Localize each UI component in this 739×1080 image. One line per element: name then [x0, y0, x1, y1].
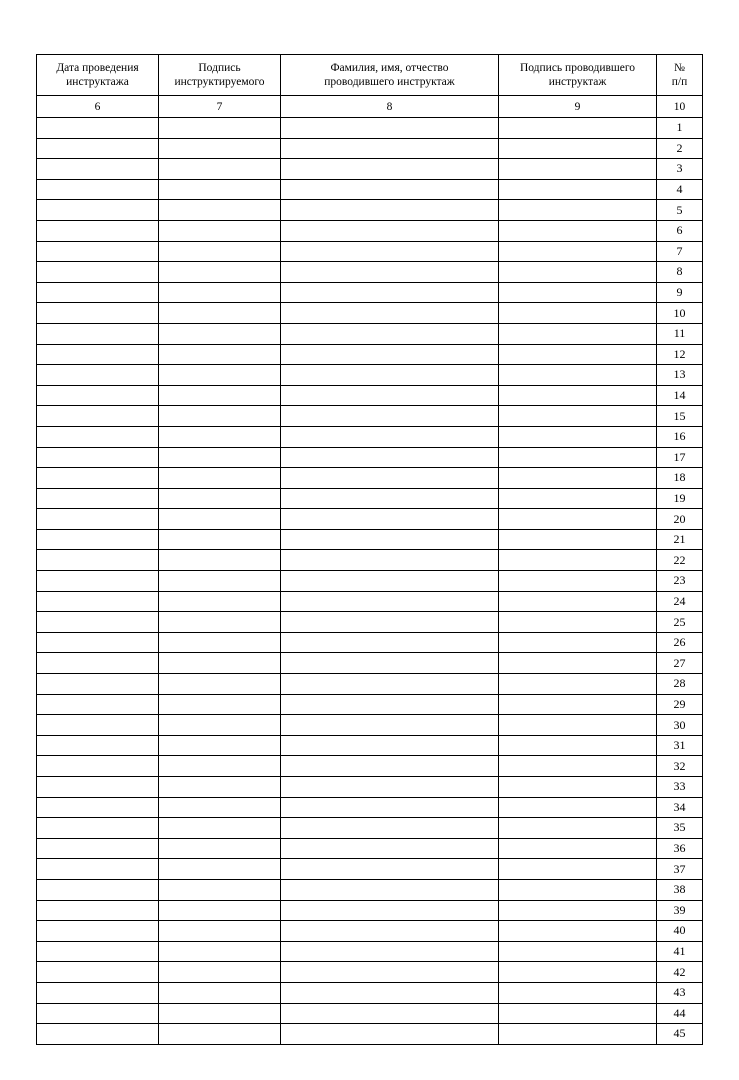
table-cell[interactable]: [499, 941, 657, 962]
row-number-cell: 22: [657, 550, 703, 571]
table-cell[interactable]: [159, 797, 281, 818]
row-number-cell: 21: [657, 529, 703, 550]
table-cell[interactable]: [499, 323, 657, 344]
table-row: [37, 529, 703, 550]
table-cell[interactable]: [37, 838, 159, 859]
table-cell[interactable]: [159, 220, 281, 241]
column-header-row-number-line1: №: [674, 61, 685, 74]
table-row: [37, 179, 703, 200]
table-cell[interactable]: [37, 756, 159, 777]
table-cell[interactable]: [37, 571, 159, 592]
table-cell[interactable]: [159, 756, 281, 777]
row-number-cell: 2: [657, 138, 703, 159]
table-cell[interactable]: [281, 879, 499, 900]
row-number-cell: 12: [657, 344, 703, 365]
table-cell[interactable]: [159, 653, 281, 674]
table-cell[interactable]: [159, 735, 281, 756]
table-cell[interactable]: [281, 488, 499, 509]
row-number-cell: 15: [657, 406, 703, 427]
table-cell[interactable]: [159, 159, 281, 180]
table-cell[interactable]: [281, 777, 499, 798]
table-cell[interactable]: [281, 365, 499, 386]
table-cell[interactable]: [499, 118, 657, 139]
table-cell[interactable]: [281, 303, 499, 324]
table-cell[interactable]: [159, 571, 281, 592]
table-cell[interactable]: [281, 509, 499, 530]
table-cell[interactable]: [159, 818, 281, 839]
table-cell[interactable]: [499, 262, 657, 283]
table-cell[interactable]: [281, 426, 499, 447]
table-cell[interactable]: [159, 694, 281, 715]
table-row: [37, 838, 703, 859]
table-body: [37, 118, 703, 1045]
table-cell[interactable]: [499, 921, 657, 942]
table-cell[interactable]: [281, 344, 499, 365]
table-cell[interactable]: [37, 653, 159, 674]
table-cell[interactable]: [37, 818, 159, 839]
table-cell[interactable]: [281, 406, 499, 427]
table-cell[interactable]: [37, 426, 159, 447]
table-cell[interactable]: [37, 365, 159, 386]
table-cell[interactable]: [499, 715, 657, 736]
row-number-cell: 16: [657, 426, 703, 447]
row-number-cell: 30: [657, 715, 703, 736]
table-cell[interactable]: [499, 344, 657, 365]
row-number-cell: 45: [657, 1024, 703, 1045]
table-cell[interactable]: [37, 344, 159, 365]
table-row: [37, 879, 703, 900]
table-cell[interactable]: [499, 797, 657, 818]
table-cell[interactable]: [499, 529, 657, 550]
table-cell[interactable]: [499, 282, 657, 303]
column-header-instructor-signature-line1: Подпись проводившего: [519, 61, 636, 74]
log-sheet: [36, 54, 702, 1045]
table-cell[interactable]: [159, 550, 281, 571]
table-row: [37, 859, 703, 880]
table-cell[interactable]: [281, 962, 499, 983]
table-row: [37, 591, 703, 612]
table-cell[interactable]: [499, 1003, 657, 1024]
table-cell[interactable]: [281, 1024, 499, 1045]
table-cell[interactable]: [281, 982, 499, 1003]
instruction-log-table: [36, 54, 703, 1045]
table-cell[interactable]: [159, 529, 281, 550]
table-cell[interactable]: [499, 879, 657, 900]
row-number-cell: 43: [657, 982, 703, 1003]
table-cell[interactable]: [37, 859, 159, 880]
table-cell[interactable]: [499, 818, 657, 839]
table-cell[interactable]: [37, 241, 159, 262]
column-header-date-line2: инструктажа: [66, 76, 129, 88]
row-number-cell: 28: [657, 674, 703, 695]
table-row: [37, 447, 703, 468]
table-cell[interactable]: [37, 900, 159, 921]
table-row: [37, 488, 703, 509]
column-header-date: [37, 55, 159, 96]
row-number-cell: 7: [657, 241, 703, 262]
row-number-cell: 40: [657, 921, 703, 942]
row-number-cell: 38: [657, 879, 703, 900]
column-header-row-number-line2: п/п: [671, 76, 688, 88]
table-cell[interactable]: [499, 694, 657, 715]
table-cell[interactable]: [37, 1024, 159, 1045]
table-cell[interactable]: [499, 550, 657, 571]
table-cell[interactable]: [37, 941, 159, 962]
row-number-cell: 9: [657, 282, 703, 303]
table-cell[interactable]: [159, 715, 281, 736]
table-cell[interactable]: [499, 591, 657, 612]
table-cell[interactable]: [499, 179, 657, 200]
table-row: [37, 303, 703, 324]
column-header-row-number: [657, 55, 703, 96]
table-row: [37, 426, 703, 447]
table-cell[interactable]: [37, 303, 159, 324]
table-cell[interactable]: [37, 323, 159, 344]
table-cell[interactable]: [281, 715, 499, 736]
table-cell[interactable]: [499, 838, 657, 859]
table-cell[interactable]: [281, 550, 499, 571]
table-cell[interactable]: [499, 447, 657, 468]
table-cell[interactable]: [499, 962, 657, 983]
table-row: [37, 694, 703, 715]
table-row: [37, 818, 703, 839]
table-cell[interactable]: [281, 138, 499, 159]
table-row: [37, 344, 703, 365]
table-cell[interactable]: [159, 900, 281, 921]
table-cell[interactable]: [499, 138, 657, 159]
table-cell[interactable]: [281, 612, 499, 633]
table-cell[interactable]: [159, 838, 281, 859]
table-row: [37, 282, 703, 303]
table-cell[interactable]: [159, 344, 281, 365]
table-cell[interactable]: [499, 303, 657, 324]
table-row: [37, 756, 703, 777]
table-cell[interactable]: [37, 385, 159, 406]
table-cell[interactable]: [281, 1003, 499, 1024]
row-number-cell: 36: [657, 838, 703, 859]
table-cell[interactable]: [281, 859, 499, 880]
column-header-instructor-name: [281, 55, 499, 96]
table-row: [37, 653, 703, 674]
table-cell[interactable]: [37, 694, 159, 715]
table-cell[interactable]: [37, 179, 159, 200]
table-cell[interactable]: [499, 674, 657, 695]
table-row: [37, 777, 703, 798]
table-row: [37, 118, 703, 139]
table-cell[interactable]: [281, 118, 499, 139]
table-row: [37, 159, 703, 180]
table-cell[interactable]: [37, 735, 159, 756]
table-cell[interactable]: [281, 468, 499, 489]
table-cell[interactable]: [499, 735, 657, 756]
table-row: [37, 797, 703, 818]
table-cell[interactable]: [281, 694, 499, 715]
table-row: [37, 612, 703, 633]
table-cell[interactable]: [281, 241, 499, 262]
table-cell[interactable]: [281, 529, 499, 550]
table-row: [37, 674, 703, 695]
column-header-instructor-name-line2: проводившего инструктаж: [324, 76, 455, 88]
table-cell[interactable]: [281, 159, 499, 180]
table-row: [37, 735, 703, 756]
table-cell[interactable]: [499, 859, 657, 880]
table-cell[interactable]: [37, 1003, 159, 1024]
row-number-cell: 4: [657, 179, 703, 200]
table-cell[interactable]: [37, 879, 159, 900]
column-number-row: [37, 96, 703, 118]
column-header-signature-instructed: [159, 55, 281, 96]
table-cell[interactable]: [37, 447, 159, 468]
table-cell[interactable]: [499, 632, 657, 653]
row-number-cell: 10: [657, 303, 703, 324]
table-cell[interactable]: [37, 138, 159, 159]
table-row: [37, 220, 703, 241]
table-row: [37, 200, 703, 221]
table-cell[interactable]: [159, 406, 281, 427]
table-cell[interactable]: [499, 488, 657, 509]
column-header-signature-instructed-line1: Подпись: [198, 61, 241, 74]
row-number-cell: 11: [657, 323, 703, 344]
table-cell[interactable]: [281, 571, 499, 592]
table-cell[interactable]: [281, 385, 499, 406]
table-row: [37, 941, 703, 962]
table-cell[interactable]: [37, 509, 159, 530]
row-number-cell: 14: [657, 385, 703, 406]
table-cell[interactable]: [281, 735, 499, 756]
row-number-cell: 35: [657, 818, 703, 839]
row-number-cell: 17: [657, 447, 703, 468]
table-header: [37, 55, 703, 118]
column-header-instructor-signature: [499, 55, 657, 96]
table-cell[interactable]: [499, 982, 657, 1003]
row-number-cell: 19: [657, 488, 703, 509]
table-cell[interactable]: [37, 962, 159, 983]
row-number-cell: 18: [657, 468, 703, 489]
table-cell[interactable]: [159, 879, 281, 900]
table-row: [37, 921, 703, 942]
table-row: [37, 571, 703, 592]
table-cell[interactable]: [499, 241, 657, 262]
table-cell[interactable]: [159, 385, 281, 406]
table-row: [37, 406, 703, 427]
table-row: [37, 365, 703, 386]
column-number-8: 8: [281, 96, 499, 118]
table-cell[interactable]: [37, 797, 159, 818]
table-row: [37, 1024, 703, 1045]
table-cell[interactable]: [159, 632, 281, 653]
table-cell[interactable]: [281, 921, 499, 942]
row-number-cell: 5: [657, 200, 703, 221]
table-row: [37, 468, 703, 489]
table-cell[interactable]: [499, 777, 657, 798]
row-number-cell: 13: [657, 365, 703, 386]
table-cell[interactable]: [159, 591, 281, 612]
table-cell[interactable]: [37, 488, 159, 509]
table-cell[interactable]: [499, 468, 657, 489]
row-number-cell: 23: [657, 571, 703, 592]
row-number-cell: 39: [657, 900, 703, 921]
row-number-cell: 29: [657, 694, 703, 715]
table-cell[interactable]: [37, 550, 159, 571]
table-cell[interactable]: [159, 982, 281, 1003]
table-cell[interactable]: [37, 591, 159, 612]
table-row: [37, 323, 703, 344]
table-cell[interactable]: [37, 262, 159, 283]
table-cell[interactable]: [37, 220, 159, 241]
column-number-9: 9: [499, 96, 657, 118]
row-number-cell: 26: [657, 632, 703, 653]
row-number-cell: 1: [657, 118, 703, 139]
table-cell[interactable]: [281, 447, 499, 468]
table-cell[interactable]: [159, 262, 281, 283]
table-cell[interactable]: [159, 488, 281, 509]
table-cell[interactable]: [281, 900, 499, 921]
table-cell[interactable]: [499, 426, 657, 447]
table-cell[interactable]: [499, 200, 657, 221]
table-cell[interactable]: [499, 385, 657, 406]
row-number-cell: 27: [657, 653, 703, 674]
row-number-cell: 6: [657, 220, 703, 241]
table-cell[interactable]: [159, 426, 281, 447]
table-cell[interactable]: [159, 241, 281, 262]
table-cell[interactable]: [159, 777, 281, 798]
table-row: [37, 1003, 703, 1024]
row-number-cell: 34: [657, 797, 703, 818]
table-cell[interactable]: [281, 323, 499, 344]
row-number-cell: 25: [657, 612, 703, 633]
table-cell[interactable]: [281, 797, 499, 818]
header-row: [37, 55, 703, 96]
table-cell[interactable]: [499, 406, 657, 427]
table-row: [37, 509, 703, 530]
table-row: [37, 900, 703, 921]
table-cell[interactable]: [37, 715, 159, 736]
table-cell[interactable]: [37, 468, 159, 489]
column-number-7: 7: [159, 96, 281, 118]
table-cell[interactable]: [37, 200, 159, 221]
table-cell[interactable]: [37, 282, 159, 303]
row-number-cell: 20: [657, 509, 703, 530]
table-cell[interactable]: [37, 612, 159, 633]
table-cell[interactable]: [159, 674, 281, 695]
table-cell[interactable]: [281, 179, 499, 200]
table-cell[interactable]: [37, 674, 159, 695]
table-cell[interactable]: [159, 962, 281, 983]
table-cell[interactable]: [281, 653, 499, 674]
table-cell[interactable]: [281, 632, 499, 653]
table-cell[interactable]: [499, 756, 657, 777]
table-row: [37, 550, 703, 571]
table-cell[interactable]: [499, 509, 657, 530]
table-cell[interactable]: [159, 200, 281, 221]
table-cell[interactable]: [281, 838, 499, 859]
column-header-instructor-name-line1: Фамилия, имя, отчество: [330, 61, 449, 74]
table-cell[interactable]: [159, 509, 281, 530]
row-number-cell: 24: [657, 591, 703, 612]
table-cell[interactable]: [37, 632, 159, 653]
table-cell[interactable]: [499, 571, 657, 592]
column-header-signature-instructed-line2: инструктируемого: [174, 76, 265, 88]
table-cell[interactable]: [499, 365, 657, 386]
table-row: [37, 982, 703, 1003]
table-cell[interactable]: [499, 653, 657, 674]
table-cell[interactable]: [159, 323, 281, 344]
column-header-date-line1: Дата проведения: [56, 61, 139, 74]
table-cell[interactable]: [499, 159, 657, 180]
column-number-10: 10: [657, 96, 703, 118]
table-cell[interactable]: [159, 921, 281, 942]
column-number-6: 6: [37, 96, 159, 118]
row-number-cell: 31: [657, 735, 703, 756]
row-number-cell: 8: [657, 262, 703, 283]
table-cell[interactable]: [281, 818, 499, 839]
table-row: [37, 962, 703, 983]
table-cell[interactable]: [159, 365, 281, 386]
column-header-instructor-signature-line2: инструктаж: [548, 76, 607, 88]
row-number-cell: 41: [657, 941, 703, 962]
table-cell[interactable]: [281, 282, 499, 303]
table-cell[interactable]: [37, 777, 159, 798]
table-cell[interactable]: [281, 941, 499, 962]
row-number-cell: 32: [657, 756, 703, 777]
row-number-cell: 33: [657, 777, 703, 798]
table-cell[interactable]: [159, 179, 281, 200]
table-cell[interactable]: [37, 159, 159, 180]
table-cell[interactable]: [281, 220, 499, 241]
table-cell[interactable]: [159, 468, 281, 489]
table-cell[interactable]: [159, 447, 281, 468]
row-number-cell: 37: [657, 859, 703, 880]
table-cell[interactable]: [159, 941, 281, 962]
table-cell[interactable]: [281, 262, 499, 283]
table-cell[interactable]: [37, 921, 159, 942]
table-row: [37, 262, 703, 283]
table-cell[interactable]: [281, 591, 499, 612]
table-cell[interactable]: [499, 612, 657, 633]
table-cell[interactable]: [37, 118, 159, 139]
table-cell[interactable]: [281, 674, 499, 695]
table-cell[interactable]: [159, 118, 281, 139]
table-cell[interactable]: [159, 612, 281, 633]
table-row: [37, 632, 703, 653]
table-cell[interactable]: [159, 859, 281, 880]
table-cell[interactable]: [281, 756, 499, 777]
table-cell[interactable]: [37, 529, 159, 550]
table-cell[interactable]: [159, 1024, 281, 1045]
table-cell[interactable]: [499, 900, 657, 921]
table-cell[interactable]: [499, 1024, 657, 1045]
table-cell[interactable]: [499, 220, 657, 241]
row-number-cell: 44: [657, 1003, 703, 1024]
table-row: [37, 715, 703, 736]
table-row: [37, 241, 703, 262]
row-number-cell: 3: [657, 159, 703, 180]
table-cell[interactable]: [159, 282, 281, 303]
table-cell[interactable]: [159, 303, 281, 324]
table-row: [37, 385, 703, 406]
table-cell[interactable]: [159, 1003, 281, 1024]
table-cell[interactable]: [37, 982, 159, 1003]
table-cell[interactable]: [159, 138, 281, 159]
table-cell[interactable]: [281, 200, 499, 221]
row-number-cell: 42: [657, 962, 703, 983]
table-cell[interactable]: [37, 406, 159, 427]
table-row: [37, 138, 703, 159]
